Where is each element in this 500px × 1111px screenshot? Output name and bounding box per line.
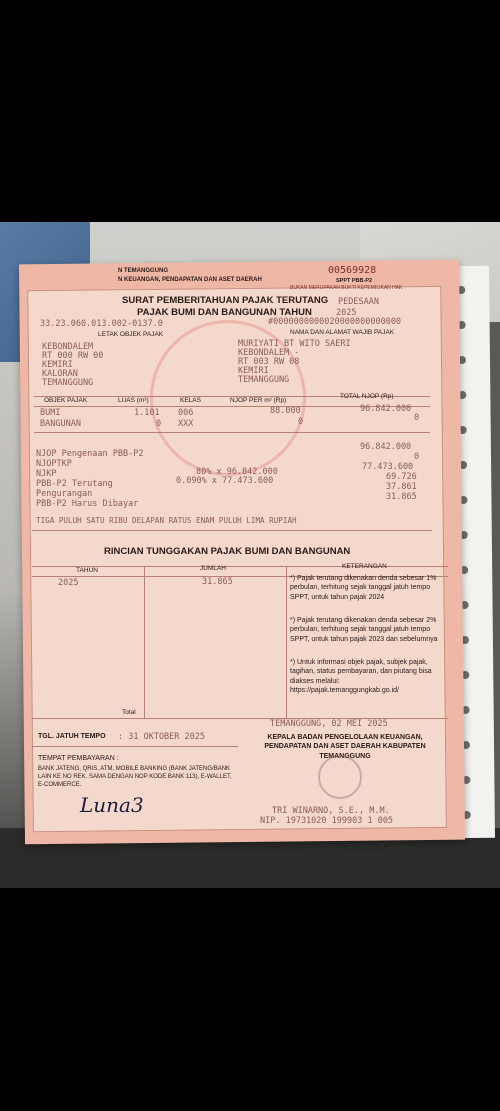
- rule: [144, 566, 145, 718]
- signature: Luna3: [80, 793, 144, 817]
- calc-value: 31.865: [386, 492, 417, 502]
- terbilang: TIGA PULUH SATU RIBU DELAPAN RATUS ENAM PULUH LIMA RUPIAH: [36, 516, 297, 525]
- calc-value: 0: [414, 452, 420, 462]
- calc-label: NJOP Pengenaan PBB-P2: [36, 449, 144, 459]
- rule: [286, 566, 287, 718]
- nop-number: 33.23.060.013.002-0137.0: [40, 319, 163, 329]
- letak-line: KALORAN: [42, 369, 78, 379]
- tax-year: 2025: [336, 308, 357, 318]
- calc-value: 96.842.000: [360, 442, 412, 452]
- col-luas: LUAS (m²): [118, 397, 149, 404]
- official-name: TRI WINARNO, S.E., M.M.: [272, 806, 390, 816]
- col-total: TOTAL NJOP (Rp): [340, 393, 394, 400]
- agency-line2: N KEUANGAN, PENDAPATAN DAN ASET DAERAH: [118, 277, 262, 283]
- letak-line: RT 000 RW 00: [42, 351, 104, 361]
- wajib-line: KEBONDALEM -: [238, 348, 300, 358]
- letak-label: LETAK OBJEK PAJAK: [98, 331, 164, 338]
- row-bumi-total: 96.842.000: [360, 404, 412, 414]
- wajib-line: TEMANGGUNG: [238, 375, 290, 385]
- jatuh-tempo-value: : 31 OKTOBER 2025: [118, 732, 205, 742]
- total-label: Total: [122, 709, 136, 716]
- row-bangunan-obj: BANGUNAN: [40, 419, 81, 429]
- row-bangunan-kelas: XXX: [178, 419, 194, 429]
- letak-line: KEBONDALEM: [42, 342, 94, 352]
- official-title: KEPALA BADAN PENGELOLAAN KEUANGAN, PENDAPATAN DAN ASET DAERAH KABUPATEN TEMANGGUNG: [264, 734, 426, 760]
- title-line2: PAJAK BUMI DAN BANGUNAN TAHUN: [137, 307, 312, 318]
- letak-line: TEMANGGUNG: [42, 378, 94, 388]
- calc-value: 77.473.600: [362, 462, 414, 472]
- tempat-text: BANK JATENG, QRIS, ATM, MOBILE BANKING (BANK JATENG/BANK LAIN KE NO REK. SAMA DENGAN NOP KODE BANK 113), E-WALLET, E-COMMERCE.: [38, 766, 232, 789]
- rule: [32, 746, 238, 747]
- letak-line: KEMIRI: [42, 360, 73, 370]
- row-bangunan-total: 0: [414, 413, 420, 423]
- row-bumi-njop: 88.000: [270, 406, 301, 416]
- col-tahun: TAHUN: [76, 567, 98, 574]
- rule: [34, 432, 430, 433]
- tempat-label: TEMPAT PEMBAYARAN :: [38, 755, 119, 762]
- calc-label: PBB-P2 Terutang: [36, 479, 113, 489]
- jatuh-tempo-label: TGL. JATUH TEMPO: [38, 733, 106, 740]
- wajib-line: MURIYATI BT WITO SAERI: [238, 339, 351, 349]
- calc-value: 69.726: [386, 472, 417, 482]
- calc-value: 37.861: [386, 482, 417, 492]
- serial-number: 00569928: [328, 265, 377, 276]
- document-number: #0000000000020000000000000: [268, 317, 402, 327]
- col-keterangan: KETERANGAN: [342, 563, 387, 570]
- jumlah-value: 31.865: [202, 577, 233, 587]
- rule: [32, 530, 432, 531]
- rincian-title: RINCIAN TUNGGAKAN PAJAK BUMI DAN BANGUNAN: [104, 546, 351, 557]
- row-bumi-kelas: 006: [178, 408, 194, 418]
- agency-line1: N TEMANGGUNG: [118, 268, 168, 274]
- calc-label: NJOPTKP: [36, 459, 72, 469]
- col-njop: NJOP PER m² (Rp): [230, 397, 287, 404]
- title-line1: SURAT PEMBERITAHUAN PAJAK TERUTANG: [122, 295, 329, 306]
- col-jumlah: JUMLAH: [200, 565, 227, 572]
- row-bumi-obj: BUMI: [40, 408, 61, 418]
- col-objek: OBJEK PAJAK: [44, 397, 88, 404]
- calc-mid: 80% x 96.842.000: [196, 467, 278, 477]
- form-note: BUKAN MERUPAKAN BUKTI KEPEMILIKAN HAK: [290, 285, 403, 291]
- calc-label: NJKP: [36, 469, 57, 479]
- wajib-label: NAMA DAN ALAMAT WAJIB PAJAK: [290, 329, 395, 336]
- col-kelas: KELAS: [180, 397, 201, 404]
- keterangan-note: *) Pajak terutang dikenakan denda sebesar 1% perbulan, terhitung sejak tanggal jatuh tempo SPPT, untuk tahun pajak 2024: [290, 575, 437, 601]
- place-date: TEMANGGUNG, 02 MEI 2025: [270, 719, 388, 729]
- wajib-line: KEMIRI: [238, 366, 269, 376]
- keterangan-note: *) Pajak terutang dikenakan denda sebesar 2% perbulan, terhitung sejak tanggal jatuh tempo SPPT, untuk tahun pajak 2023 dan sebelumnya: [290, 617, 438, 643]
- tahun-value: 2025: [58, 578, 79, 588]
- row-bumi-luas: 1.101: [134, 408, 160, 418]
- keterangan-note: *) Untuk informasi objek pajak, subjek pajak, tagihan, status pembayaran, dan piutang bisa diakses melalui: https://pajak.temanggungkab.go.id/: [290, 659, 432, 695]
- calc-mid: 0.090% x 77.473.600: [176, 476, 274, 486]
- row-bangunan-luas: 0: [156, 419, 162, 429]
- form-code: SPPT PBB-P2: [336, 278, 373, 284]
- calc-label: Pengurangan: [36, 489, 93, 499]
- official-nip: NIP. 19731020 199903 1 005: [260, 816, 394, 826]
- calc-label: PBB-P2 Harus Dibayar: [36, 499, 139, 509]
- region-type: PEDESAAN: [338, 297, 379, 307]
- wajib-line: RT 003 RW 08: [238, 357, 300, 367]
- official-stamp-icon: [318, 755, 362, 799]
- row-bangunan-njop: 0: [298, 417, 304, 427]
